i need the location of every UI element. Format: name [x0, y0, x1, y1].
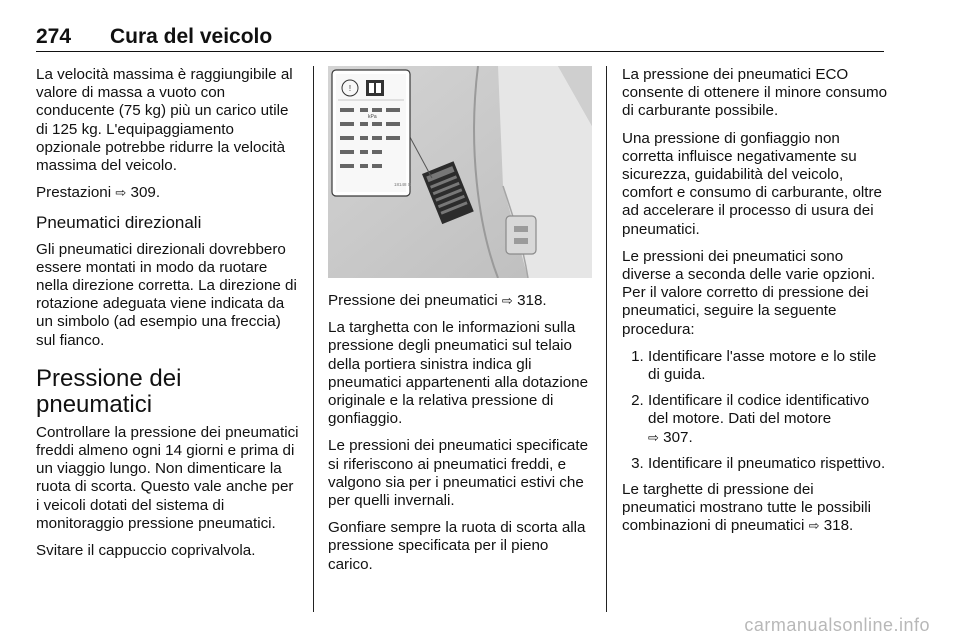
column-right	[622, 66, 888, 545]
combinations-page-link[interactable]: 318.	[823, 517, 854, 535]
combinations-text: Le targhette di pressione dei pneumatici mostrano tutte le possibili combinazioni di pneumatici	[622, 481, 872, 535]
directional-tyres-paragraph: Gli pneumatici direzionali dovrebbero essere montati in modo da ruotare nella direzione corretta. La direzione di rotazione adeguata viene indicata da un simbolo (ad esempio una freccia) sul fianco.	[36, 240, 297, 349]
tyre-pressure-label-figure	[328, 66, 592, 278]
valve-cap-paragraph: Svitare il cappuccio coprivalvola.	[36, 542, 256, 560]
image-code: 18148 S	[394, 182, 411, 187]
page-header	[36, 25, 884, 52]
reference-arrow-icon: ⇨	[501, 293, 513, 308]
directional-tyres-heading: Pneumatici direzionali	[36, 213, 202, 233]
label-unit: kPa	[368, 114, 377, 120]
spare-wheel-paragraph: Gonfiare sempre la ruota di scorta alla pressione specificata per il pieno carico.	[328, 519, 586, 573]
label-info-paragraph: La targhetta con le informazioni sulla pressione degli pneumatici sul telaio della portiera sinistra indica gli pneumatici appartenenti alla dotazione originale e la relativa pressione di gonfiaggio.	[328, 319, 589, 428]
reference-arrow-icon: ⇨	[115, 185, 127, 201]
tyre-pressure-section-heading: Pressione dei pneumatici	[36, 364, 182, 418]
column-divider-right	[606, 66, 607, 612]
page-number: 274	[36, 25, 72, 48]
cold-tyres-paragraph: Le pressioni dei pneumatici specificate si riferiscono ai pneumatici freddi, e valgono sia per i pneumatici estivi che per quelli invernali.	[328, 437, 589, 510]
svg-text:!: !	[348, 84, 352, 93]
caption-text: Pressione dei pneumatici	[328, 292, 502, 309]
reference-arrow-icon: ⇨	[808, 518, 820, 534]
column-left	[36, 66, 300, 569]
reference-arrow-icon: ⇨	[648, 429, 659, 445]
procedure-steps	[622, 348, 888, 473]
performance-page-link[interactable]: 309.	[130, 184, 161, 202]
procedure-step	[648, 392, 888, 447]
column-divider-left	[313, 66, 314, 612]
procedure-intro-paragraph: Le pressioni dei pneumatici sono diverse a seconda delle varie opzioni. Per il valore corretto di pressione dei pneumatici, seguire la seguente procedura:	[622, 247, 876, 338]
site-watermark: carmanualsonline.info	[744, 615, 930, 635]
figure-caption	[328, 292, 592, 310]
column-middle	[328, 292, 592, 583]
procedure-step: 3. Identificare il pneumatico rispettivo.	[648, 455, 888, 473]
check-pressure-paragraph: Controllare la pressione dei pneumatici freddi almeno ogni 14 giorni e prima di un viaggio lungo. Non dimenticare la ruota di scorta. Questo vale anche per i veicoli dotati del sistema di monitoraggio pressione pneumatici.	[36, 423, 299, 532]
engine-data-page-link[interactable]: 307.	[663, 428, 693, 446]
performance-label: Prestazioni	[36, 184, 116, 202]
caption-page-link[interactable]: 318.	[517, 292, 547, 309]
max-speed-paragraph: La velocità massima è raggiungibile al valore di massa a vuoto con conducente (75 kg) più un carico utile di 125 kg. L'equipaggiamento opzionale potrebbe ridurre la velocità massima del veicolo.	[36, 66, 293, 175]
procedure-step: 1. Identificare l'asse motore e lo stile di guida.	[648, 348, 888, 384]
procedure-step-text: Identificare il codice identificativo del motore. Dati del motore	[648, 392, 870, 428]
chapter-title: Cura del veicolo	[110, 25, 273, 48]
incorrect-pressure-paragraph: Una pressione di gonfiaggio non corretta influisce negativamente su sicurezza, guidabilità del veicolo, comfort e consumo di carburante, oltre ad accelerare il processo di usura dei pneumatici.	[622, 129, 882, 238]
pressure-label-zoom	[332, 70, 411, 196]
eco-pressure-paragraph: La pressione dei pneumatici ECO consente di ottenere il minore consumo di carburante possibile.	[622, 66, 888, 120]
door-frame-illustration	[328, 66, 592, 278]
performance-reference	[36, 184, 300, 202]
tyre-combinations-paragraph	[622, 481, 888, 536]
door-latch	[506, 216, 536, 254]
